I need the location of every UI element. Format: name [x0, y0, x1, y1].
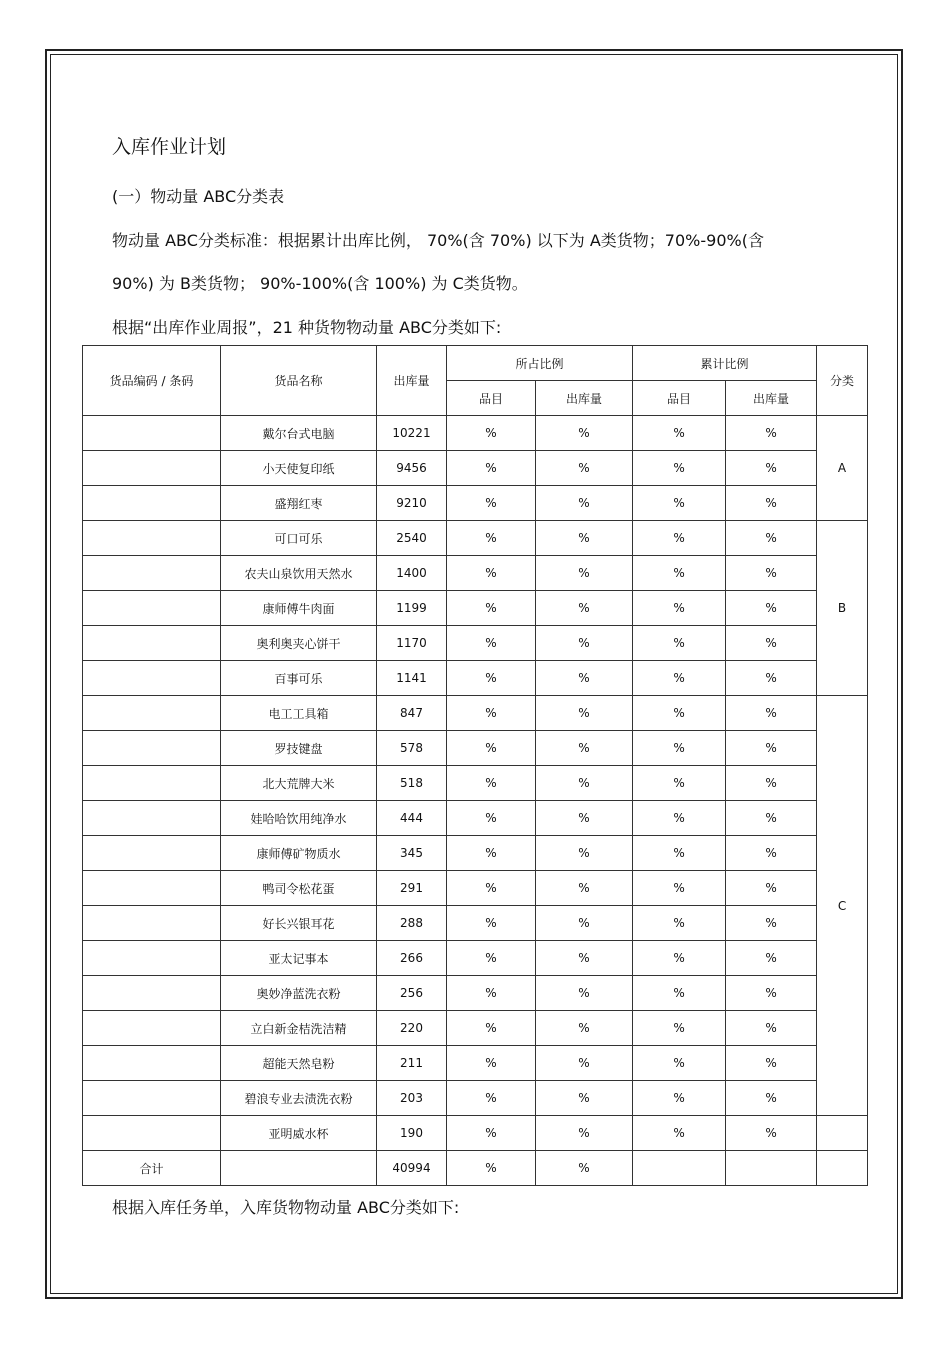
- cell-code: [83, 941, 221, 976]
- table-row: [83, 626, 868, 661]
- cell-category: C: [817, 696, 868, 1116]
- total-r-item: %: [447, 1151, 536, 1186]
- cell-qty: 220: [377, 1011, 447, 1046]
- cell-name: 盛翔红枣: [221, 486, 377, 521]
- cell-c-out: %: [726, 731, 817, 766]
- cell-name: 康师傅矿物质水: [221, 836, 377, 871]
- cell-c-out: %: [726, 696, 817, 731]
- table-row: [83, 1116, 868, 1151]
- table-row: [83, 906, 868, 941]
- footer-text: 根据入库任务单，入库货物物动量 ABC分类如下:: [112, 1198, 460, 1217]
- cell-code: [83, 486, 221, 521]
- cell-category: A: [817, 416, 868, 521]
- cell-c-item: %: [633, 766, 726, 801]
- header-ratio-out: 出库量: [536, 381, 633, 416]
- cell-qty: 211: [377, 1046, 447, 1081]
- cell-r-item: %: [447, 1081, 536, 1116]
- cell-r-out: %: [536, 486, 633, 521]
- cell-r-item: %: [447, 731, 536, 766]
- cell-c-out: %: [726, 521, 817, 556]
- cell-code: [83, 871, 221, 906]
- cell-code: [83, 1046, 221, 1081]
- table-row: [83, 836, 868, 871]
- total-qty: 40994: [377, 1151, 447, 1186]
- cell-code: [83, 626, 221, 661]
- cell-c-out: %: [726, 1081, 817, 1116]
- cell-c-item: %: [633, 521, 726, 556]
- table-row: [83, 976, 868, 1011]
- cell-name: 鸭司令松花蛋: [221, 871, 377, 906]
- cell-code: [83, 416, 221, 451]
- table-row: [83, 941, 868, 976]
- cell-category: [817, 1116, 868, 1151]
- cell-name: 碧浪专业去渍洗衣粉: [221, 1081, 377, 1116]
- cell-qty: 9210: [377, 486, 447, 521]
- cell-qty: 2540: [377, 521, 447, 556]
- header-cum-out: 出库量: [726, 381, 817, 416]
- cell-c-item: %: [633, 486, 726, 521]
- cell-code: [83, 836, 221, 871]
- cell-r-item: %: [447, 626, 536, 661]
- cell-code: [83, 521, 221, 556]
- cell-r-out: %: [536, 1046, 633, 1081]
- cell-r-item: %: [447, 696, 536, 731]
- cell-r-item: %: [447, 941, 536, 976]
- cell-c-out: %: [726, 1046, 817, 1081]
- cell-c-item: %: [633, 731, 726, 766]
- table-body: [83, 416, 868, 1186]
- intro-text: 根据“出库作业周报”，21 种货物物动量 ABC分类如下:: [112, 318, 502, 337]
- total-label: 合计: [83, 1151, 221, 1186]
- standard-line-1: 物动量 ABC分类标准：根据累计出库比例， 70%(含 70%) 以下为 A类货物；70%-90%(含: [112, 231, 764, 250]
- cell-r-item: %: [447, 416, 536, 451]
- cell-r-out: %: [536, 836, 633, 871]
- cell-qty: 1199: [377, 591, 447, 626]
- cell-name: 小天使复印纸: [221, 451, 377, 486]
- cell-category: B: [817, 521, 868, 696]
- cell-r-out: %: [536, 521, 633, 556]
- cell-c-item: %: [633, 696, 726, 731]
- cell-name: 农夫山泉饮用天然水: [221, 556, 377, 591]
- cell-code: [83, 731, 221, 766]
- cell-r-item: %: [447, 556, 536, 591]
- cell-r-item: %: [447, 1011, 536, 1046]
- cell-name: 电工工具箱: [221, 696, 377, 731]
- header-cum-item: 品目: [633, 381, 726, 416]
- cell-name: 北大荒牌大米: [221, 766, 377, 801]
- cell-c-out: %: [726, 416, 817, 451]
- cell-r-out: %: [536, 416, 633, 451]
- cell-name: 奥利奥夹心饼干: [221, 626, 377, 661]
- cell-c-item: %: [633, 801, 726, 836]
- table-row: [83, 521, 868, 556]
- cell-r-item: %: [447, 871, 536, 906]
- cell-r-out: %: [536, 731, 633, 766]
- cell-r-out: %: [536, 941, 633, 976]
- cell-name: 亚太记事本: [221, 941, 377, 976]
- cell-qty: 9456: [377, 451, 447, 486]
- table-row: [83, 1011, 868, 1046]
- cell-r-item: %: [447, 521, 536, 556]
- cell-code: [83, 1081, 221, 1116]
- cell-c-out: %: [726, 626, 817, 661]
- cell-r-out: %: [536, 1011, 633, 1046]
- cell-c-out: %: [726, 451, 817, 486]
- cell-r-out: %: [536, 906, 633, 941]
- header-category: 分类: [817, 346, 868, 416]
- table-row: [83, 416, 868, 451]
- cell-r-item: %: [447, 1046, 536, 1081]
- cell-qty: 847: [377, 696, 447, 731]
- cell-r-out: %: [536, 766, 633, 801]
- cell-name: 可口可乐: [221, 521, 377, 556]
- cell-r-item: %: [447, 661, 536, 696]
- cell-c-out: %: [726, 1116, 817, 1151]
- cell-c-item: %: [633, 626, 726, 661]
- section-heading: (一）物动量 ABC分类表: [112, 187, 285, 206]
- cell-r-item: %: [447, 801, 536, 836]
- cell-code: [83, 766, 221, 801]
- cell-name: 立白新金桔洗洁精: [221, 1011, 377, 1046]
- table-row: [83, 766, 868, 801]
- header-qty: 出库量: [377, 346, 447, 416]
- standard-line-2: 90%) 为 B类货物； 90%-100%(含 100%) 为 C类货物。: [112, 274, 528, 293]
- total-category: [817, 1151, 868, 1186]
- cell-qty: 1400: [377, 556, 447, 591]
- cell-c-item: %: [633, 1046, 726, 1081]
- cell-r-item: %: [447, 836, 536, 871]
- cell-c-item: %: [633, 836, 726, 871]
- cell-qty: 190: [377, 1116, 447, 1151]
- cell-c-out: %: [726, 556, 817, 591]
- cell-code: [83, 696, 221, 731]
- cell-c-item: %: [633, 661, 726, 696]
- cell-qty: 291: [377, 871, 447, 906]
- cell-c-item: %: [633, 1116, 726, 1151]
- total-row: [83, 1151, 868, 1186]
- table-row: [83, 591, 868, 626]
- cell-r-item: %: [447, 976, 536, 1011]
- cell-code: [83, 591, 221, 626]
- cell-r-out: %: [536, 696, 633, 731]
- cell-c-out: %: [726, 801, 817, 836]
- cell-r-out: %: [536, 556, 633, 591]
- cell-r-out: %: [536, 591, 633, 626]
- cell-r-out: %: [536, 626, 633, 661]
- cell-code: [83, 976, 221, 1011]
- cell-r-out: %: [536, 1116, 633, 1151]
- table-row: [83, 556, 868, 591]
- cell-r-out: %: [536, 801, 633, 836]
- cell-name: 娃哈哈饮用纯净水: [221, 801, 377, 836]
- cell-c-out: %: [726, 486, 817, 521]
- table-row: [83, 661, 868, 696]
- cell-c-out: %: [726, 766, 817, 801]
- table-row: [83, 871, 868, 906]
- cell-c-item: %: [633, 941, 726, 976]
- cell-r-item: %: [447, 1116, 536, 1151]
- cell-c-item: %: [633, 906, 726, 941]
- cell-name: 亚明威水杯: [221, 1116, 377, 1151]
- cell-c-out: %: [726, 1011, 817, 1046]
- cell-qty: 288: [377, 906, 447, 941]
- total-c-item: [633, 1151, 726, 1186]
- cell-name: 奥妙净蓝洗衣粉: [221, 976, 377, 1011]
- cell-c-item: %: [633, 416, 726, 451]
- cell-code: [83, 1011, 221, 1046]
- cell-c-out: %: [726, 836, 817, 871]
- cell-r-out: %: [536, 451, 633, 486]
- table-row: [83, 486, 868, 521]
- cell-name: 戴尔台式电脑: [221, 416, 377, 451]
- cell-name: 好长兴银耳花: [221, 906, 377, 941]
- cell-name: 罗技键盘: [221, 731, 377, 766]
- table-row: [83, 696, 868, 731]
- cell-r-item: %: [447, 766, 536, 801]
- total-name: [221, 1151, 377, 1186]
- cell-c-out: %: [726, 906, 817, 941]
- total-r-out: %: [536, 1151, 633, 1186]
- cell-r-out: %: [536, 871, 633, 906]
- cell-code: [83, 906, 221, 941]
- cell-code: [83, 661, 221, 696]
- abc-table: [82, 345, 868, 1186]
- cell-name: 超能天然皂粉: [221, 1046, 377, 1081]
- cell-qty: 256: [377, 976, 447, 1011]
- cell-c-out: %: [726, 591, 817, 626]
- cell-name: 百事可乐: [221, 661, 377, 696]
- cell-c-out: %: [726, 941, 817, 976]
- cell-qty: 203: [377, 1081, 447, 1116]
- header-name: 货品名称: [221, 346, 377, 416]
- table-row: [83, 731, 868, 766]
- cell-code: [83, 1116, 221, 1151]
- cell-c-item: %: [633, 871, 726, 906]
- table-row: [83, 801, 868, 836]
- cell-code: [83, 451, 221, 486]
- cell-qty: 266: [377, 941, 447, 976]
- cell-c-item: %: [633, 1011, 726, 1046]
- cell-qty: 10221: [377, 416, 447, 451]
- cell-code: [83, 801, 221, 836]
- cell-r-out: %: [536, 1081, 633, 1116]
- cell-qty: 518: [377, 766, 447, 801]
- cell-c-item: %: [633, 556, 726, 591]
- cell-r-item: %: [447, 486, 536, 521]
- cell-qty: 578: [377, 731, 447, 766]
- cell-qty: 1141: [377, 661, 447, 696]
- header-cum-group: 累计比例: [633, 346, 817, 381]
- cell-r-item: %: [447, 906, 536, 941]
- total-c-out: [726, 1151, 817, 1186]
- cell-r-item: %: [447, 451, 536, 486]
- cell-c-item: %: [633, 591, 726, 626]
- header-code: 货品编码 / 条码: [83, 346, 221, 416]
- cell-qty: 1170: [377, 626, 447, 661]
- header-ratio-item: 品目: [447, 381, 536, 416]
- cell-c-item: %: [633, 976, 726, 1011]
- header-ratio-group: 所占比例: [447, 346, 633, 381]
- cell-code: [83, 556, 221, 591]
- cell-c-item: %: [633, 451, 726, 486]
- cell-c-out: %: [726, 871, 817, 906]
- cell-name: 康师傅牛肉面: [221, 591, 377, 626]
- cell-r-out: %: [536, 661, 633, 696]
- table-row: [83, 451, 868, 486]
- cell-c-item: %: [633, 1081, 726, 1116]
- table-row: [83, 1081, 868, 1116]
- cell-qty: 345: [377, 836, 447, 871]
- cell-c-out: %: [726, 661, 817, 696]
- cell-c-out: %: [726, 976, 817, 1011]
- cell-r-item: %: [447, 591, 536, 626]
- cell-qty: 444: [377, 801, 447, 836]
- cell-r-out: %: [536, 976, 633, 1011]
- doc-title: 入库作业计划: [112, 136, 227, 158]
- table-row: [83, 1046, 868, 1081]
